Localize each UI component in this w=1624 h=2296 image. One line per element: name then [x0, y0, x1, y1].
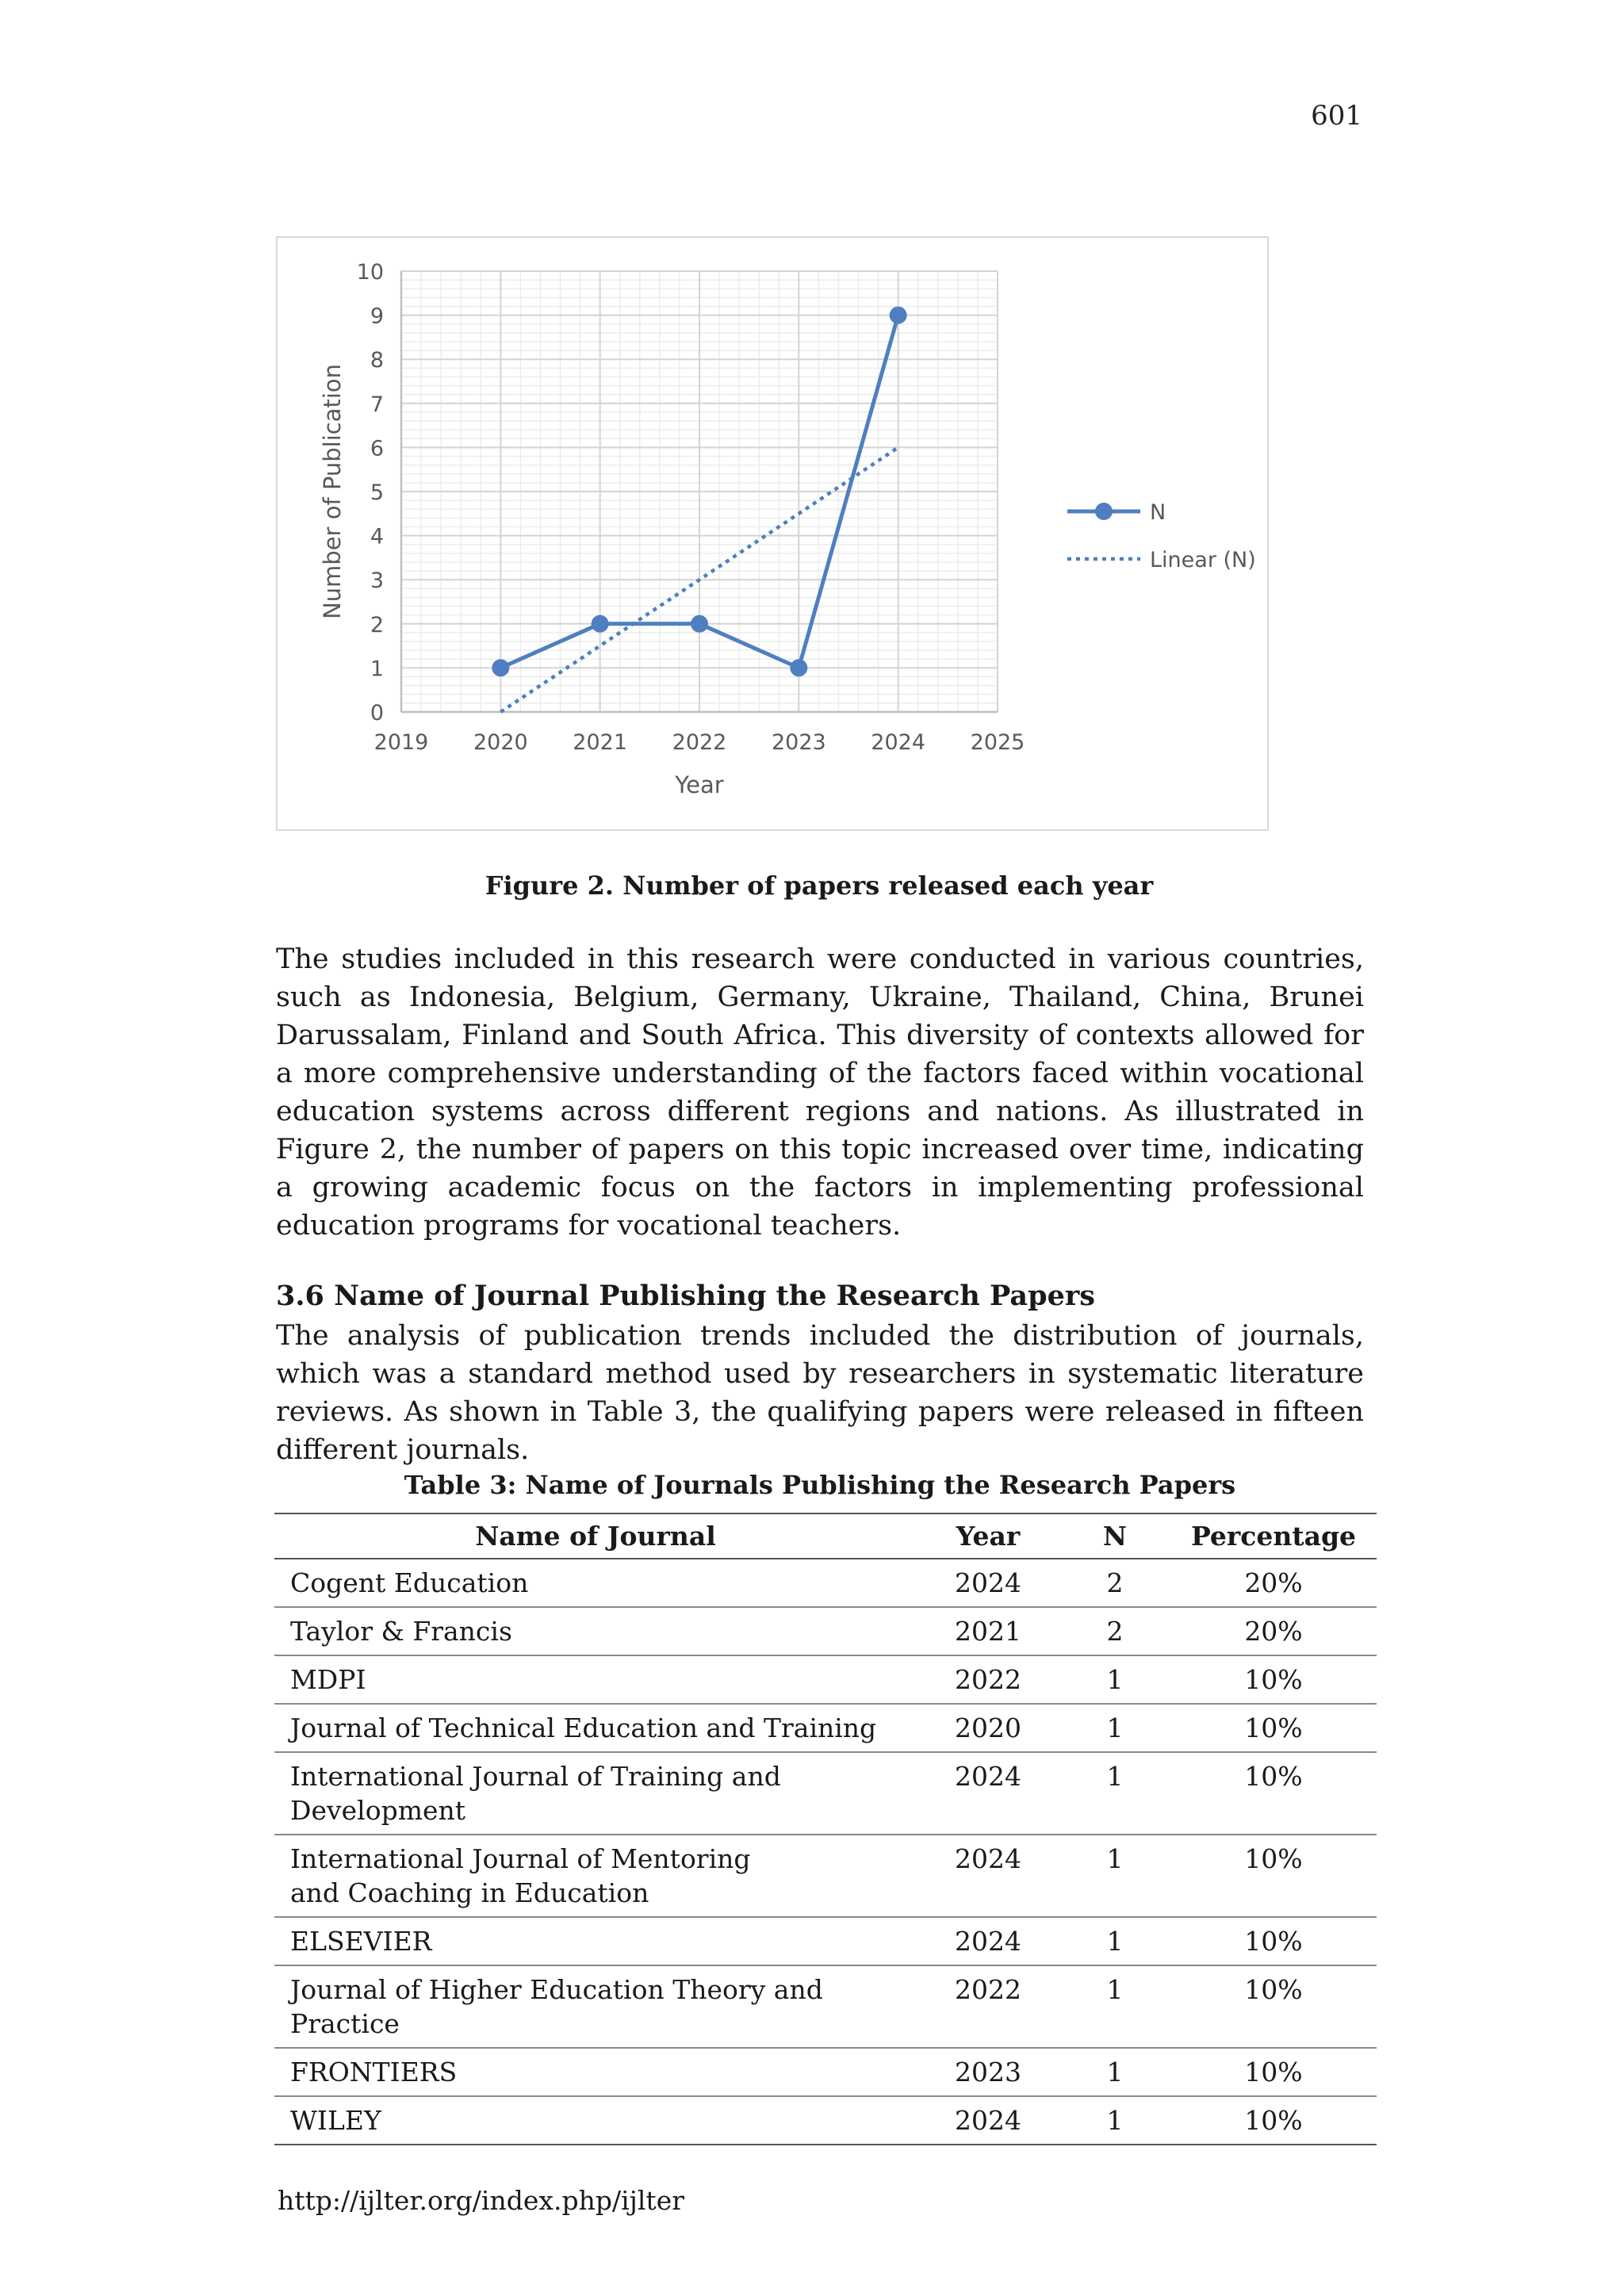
cell-percentage: 20% — [1170, 1559, 1377, 1607]
y-tick-label: 0 — [370, 701, 384, 725]
cell-percentage: 10% — [1170, 1965, 1377, 2048]
table-row — [274, 1917, 1377, 1965]
cell-percentage: 10% — [1170, 1917, 1377, 1965]
table-row — [274, 1607, 1377, 1655]
table-row — [274, 1965, 1377, 2048]
cell-n: 2 — [1059, 1559, 1170, 1607]
y-tick-label: 6 — [370, 436, 384, 461]
cell-year: 2020 — [917, 1704, 1059, 1752]
cell-percentage: 10% — [1170, 1752, 1377, 1835]
cell-year: 2024 — [917, 1752, 1059, 1835]
x-tick-label: 2021 — [573, 730, 628, 755]
cell-n: 1 — [1059, 1917, 1170, 1965]
cell-percentage: 10% — [1170, 1704, 1377, 1752]
figure-frame — [276, 236, 1269, 831]
cell-year: 2022 — [917, 1965, 1059, 2048]
x-axis-title: Year — [675, 771, 724, 798]
x-tick-label: 2020 — [473, 730, 528, 755]
cell-n: 1 — [1059, 1835, 1170, 1917]
cell-n: 2 — [1059, 1607, 1170, 1655]
y-tick-label: 9 — [370, 304, 384, 329]
table-row — [274, 1655, 1377, 1704]
header-percentage: Percentage — [1170, 1513, 1377, 1559]
n-data-point — [890, 307, 907, 324]
cell-n: 1 — [1059, 1655, 1170, 1704]
y-tick-label: 4 — [370, 524, 384, 549]
y-axis-title: Number of Publication — [319, 363, 346, 620]
table-row — [274, 1704, 1377, 1752]
cell-journal: International Journal of Training and Development — [274, 1752, 917, 1835]
cell-journal-line1: International Journal of Mentoring — [290, 1843, 751, 1874]
cell-journal-line2: and Coaching in Education — [290, 1877, 649, 1908]
cell-journal: Cogent Education — [274, 1559, 917, 1607]
legend-trend-label: Linear (N) — [1150, 548, 1256, 572]
cell-n: 1 — [1059, 1752, 1170, 1835]
cell-n: 1 — [1059, 2048, 1170, 2096]
journals-table — [274, 1513, 1377, 2145]
x-tick-label: 2019 — [373, 730, 429, 755]
x-tick-label: 2024 — [871, 730, 926, 755]
x-tick-label: 2025 — [970, 730, 1025, 755]
cell-year: 2024 — [917, 1835, 1059, 1917]
header-n: N — [1059, 1513, 1170, 1559]
table-row — [274, 1752, 1377, 1835]
cell-year: 2024 — [917, 2096, 1059, 2145]
header-year: Year — [917, 1513, 1059, 1559]
cell-journal: Journal of Technical Education and Training — [274, 1704, 917, 1752]
n-data-point — [691, 615, 708, 633]
legend-n-label: N — [1150, 500, 1166, 525]
table-row — [274, 2048, 1377, 2096]
cell-percentage: 10% — [1170, 1655, 1377, 1704]
table-header-row — [274, 1513, 1377, 1559]
y-tick-label: 5 — [370, 480, 384, 505]
y-tick-label: 8 — [370, 348, 384, 373]
cell-journal — [274, 1835, 917, 1917]
paragraph-journals: The analysis of publication trends included the distribution of journals, which was a standard method used by researchers in systematic literature reviews. As shown in Table 3, the qualifying papers were released in fifteen different journals. — [276, 1320, 1364, 1466]
y-tick-label: 7 — [370, 392, 384, 417]
x-tick-label: 2023 — [771, 730, 826, 755]
y-tick-label: 2 — [370, 612, 384, 637]
table-row — [274, 1559, 1377, 1607]
cell-journal: WILEY — [274, 2096, 917, 2145]
section-heading: 3.6 Name of Journal Publishing the Research Papers — [276, 1280, 1095, 1312]
cell-journal: FRONTIERS — [274, 2048, 917, 2096]
paragraph-countries: The studies included in this research were conducted in various countries, such as Indonesia, Belgium, Germany, Ukraine, Thailand, China, Brunei Darussalam, Finland and South Africa. This diversity of contexts allowed for a more comprehensive understanding of the factors faced within vocational education systems across different regions and nations. As illustrated in Figure 2, the number of papers on this topic increased over time, indicating a growing academic focus on the factors in implementing professional education programs for vocational teachers. — [276, 943, 1364, 1242]
cell-percentage: 10% — [1170, 1835, 1377, 1917]
y-tick-label: 3 — [370, 568, 384, 594]
page-number: 601 — [1311, 100, 1362, 132]
cell-journal: Taylor & Francis — [274, 1607, 917, 1655]
footer-url: http://ijlter.org/index.php/ijlter — [278, 2185, 684, 2216]
table-row — [274, 1835, 1377, 1917]
cell-n: 1 — [1059, 1704, 1170, 1752]
cell-year: 2024 — [917, 1917, 1059, 1965]
x-tick-label: 2022 — [672, 730, 727, 755]
y-tick-label: 10 — [356, 260, 384, 285]
cell-n: 1 — [1059, 2096, 1170, 2145]
cell-year: 2024 — [917, 1559, 1059, 1607]
cell-percentage: 10% — [1170, 2096, 1377, 2145]
cell-year: 2023 — [917, 2048, 1059, 2096]
n-data-point — [492, 659, 509, 676]
cell-journal: Journal of Higher Education Theory and Practice — [274, 1965, 917, 2048]
n-data-point — [790, 659, 807, 676]
header-journal: Name of Journal — [274, 1513, 917, 1559]
cell-year: 2022 — [917, 1655, 1059, 1704]
cell-year: 2021 — [917, 1607, 1059, 1655]
cell-percentage: 20% — [1170, 1607, 1377, 1655]
publication-chart — [278, 238, 1270, 832]
table-row — [274, 2096, 1377, 2145]
table-title: Table 3: Name of Journals Publishing the Research Papers — [404, 1470, 1236, 1500]
legend-n-marker — [1095, 503, 1113, 520]
cell-percentage: 10% — [1170, 2048, 1377, 2096]
cell-journal: MDPI — [274, 1655, 917, 1704]
y-tick-label: 1 — [370, 656, 384, 682]
cell-journal: ELSEVIER — [274, 1917, 917, 1965]
cell-n: 1 — [1059, 1965, 1170, 2048]
n-data-point — [592, 615, 609, 633]
figure-caption: Figure 2. Number of papers released each year — [485, 871, 1154, 901]
